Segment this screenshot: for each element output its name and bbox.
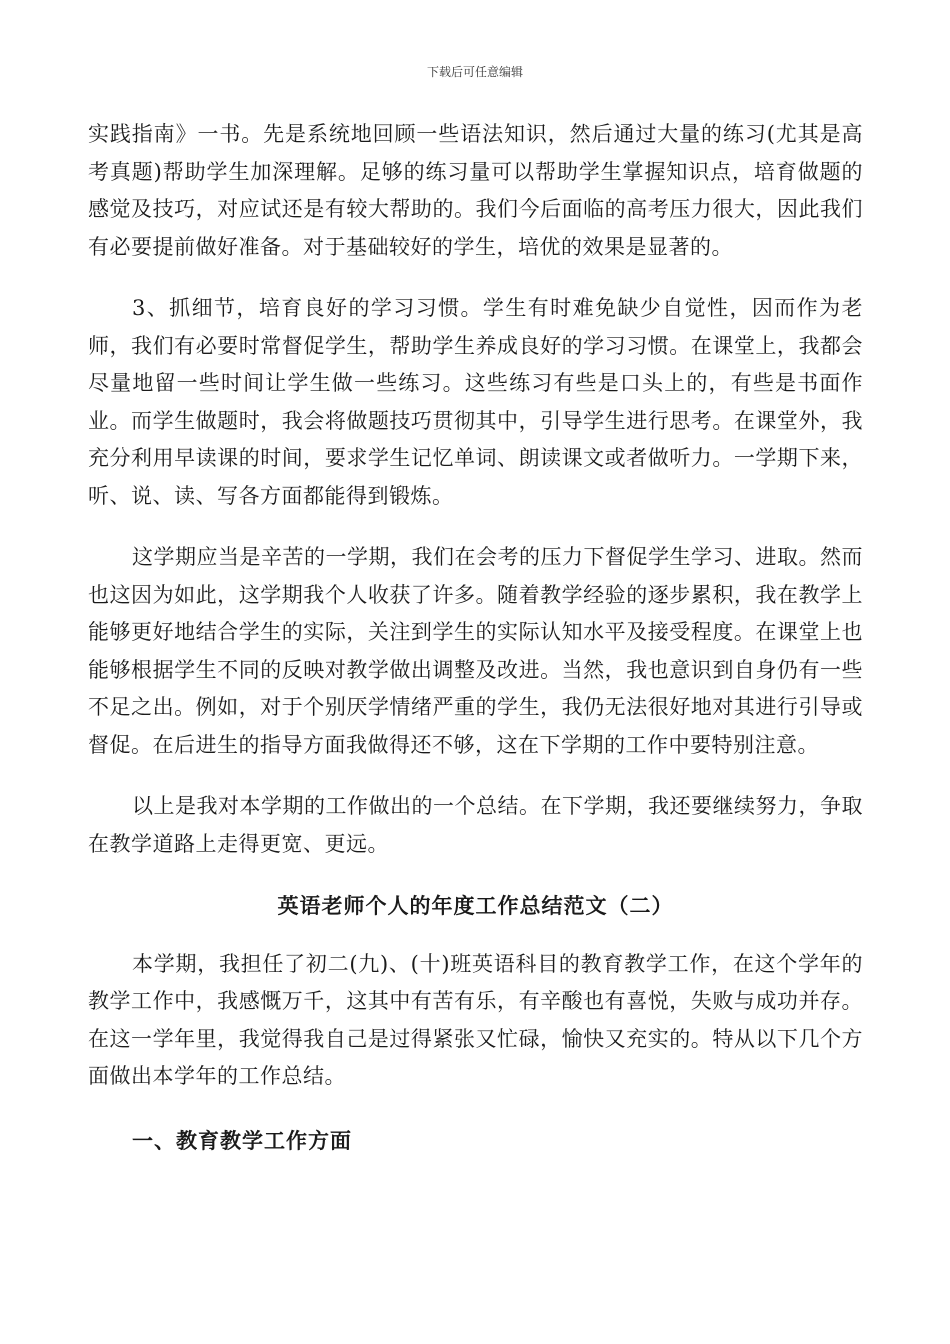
paragraph-reflection: 这学期应当是辛苦的一学期，我们在会考的压力下督促学生学习、进取。然而也这因为如此，这学期我个人收获了许多。随着教学经验的逐步累积，我在教学上能够更好地结合学生的实际，关注到学生的实际认知水平及接受程度。在课堂上也能够根据学生不同的反映对教学做出调整及改进。当然，我也意识到自身仍有一些不足之出。例如，对于个别厌学情绪严重的学生，我仍无法很好地对其进行引导或督促。在后进生的指导方面我做得还不够，这在下学期的工作中要特别注意。 — [88, 545, 863, 757]
document-body — [88, 116, 863, 1159]
paragraph-habits: 3、抓细节，培育良好的学习习惯。学生有时难免缺少自觉性，因而作为老师，我们有必要时常督促学生，帮助学生养成良好的学习习惯。在课堂上，我都会尽量地留一些时间让学生做一些练习。这些练习有些是口头上的，有些是书面作业。而学生做题时，我会将做题技巧贯彻其中，引导学生进行思考。在课堂外，我充分利用早读课的时间，要求学生记忆单词、朗读课文或者做听力。一学期下来，听、说、读、写各方面都能得到锻炼。 — [88, 296, 863, 508]
page-header-note: 下载后可任意编辑 — [426, 65, 523, 79]
paragraph-continuation: 实践指南》一书。先是系统地回顾一些语法知识，然后通过大量的练习(尤其是高考真题)帮助学生加深理解。足够的练习量可以帮助学生掌握知识点，培育做题的感觉及技巧，对应试还是有较大帮助的。我们今后面临的高考压力很大，因此我们有必要提前做好准备。对于基础较好的学生，培优的效果是显著的。 — [88, 122, 863, 259]
section-title: 英语老师个人的年度工作总结范文（二） — [277, 893, 674, 918]
paragraph-intro-two: 本学期，我担任了初二(九)、(十)班英语科目的教育教学工作，在这个学年的教学工作中，我感慨万千，这其中有苦有乐，有辛酸也有喜悦，失败与成功并存。在这一学年里，我觉得我自己是过得紧张又忙碌，愉快又充实的。特从以下几个方面做出本学年的工作总结。 — [88, 951, 863, 1088]
paragraph-conclusion: 以上是我对本学期的工作做出的一个总结。在下学期，我还要继续努力，争取在教学道路上走得更宽、更远。 — [88, 794, 863, 856]
sub-heading: 一、教育教学工作方面 — [132, 1127, 352, 1153]
